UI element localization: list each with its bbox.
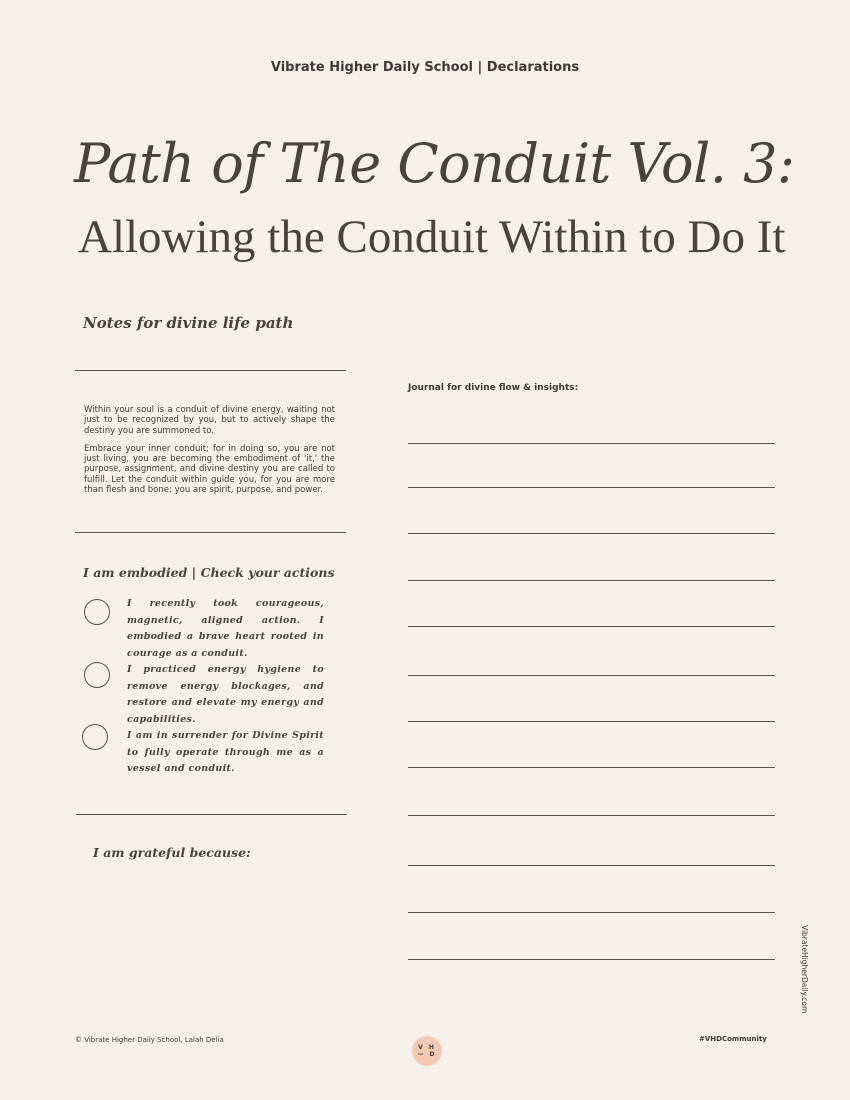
journal-line[interactable] bbox=[408, 767, 775, 768]
grateful-heading: I am grateful because: bbox=[93, 845, 251, 860]
journal-line[interactable] bbox=[408, 865, 775, 866]
logo-text-top: V H bbox=[418, 1044, 436, 1051]
footer-hashtag: #VHDCommunity bbox=[699, 1035, 767, 1043]
divider bbox=[75, 532, 346, 533]
logo-text-bottom: — D bbox=[417, 1051, 437, 1058]
journal-label: Journal for divine flow & insights: bbox=[408, 383, 579, 393]
action-item bbox=[127, 662, 324, 728]
action-checkbox[interactable] bbox=[82, 724, 108, 750]
journal-line[interactable] bbox=[408, 626, 775, 627]
vhd-logo bbox=[412, 1036, 442, 1066]
divider bbox=[75, 370, 346, 371]
journal-line[interactable] bbox=[408, 443, 775, 444]
embodied-heading: I am embodied | Check your actions bbox=[83, 565, 335, 580]
action-item bbox=[127, 596, 324, 662]
divider bbox=[76, 814, 347, 815]
notes-body bbox=[84, 405, 335, 495]
side-url: VibrateHigherDaily.com bbox=[800, 925, 809, 1014]
journal-line[interactable] bbox=[408, 959, 775, 960]
journal-line[interactable] bbox=[408, 721, 775, 722]
journal-line[interactable] bbox=[408, 487, 775, 488]
notes-paragraph: Embrace your inner conduit; for in doing so, you are not just living, you are becoming the embodiment of 'it,' the purpose, assignment, and divine destiny you are called to fulfill. Let the conduit within guide you, for you are more than flesh and bone; you are spirit, purpose, and power. bbox=[84, 443, 335, 496]
action-text: I am in surrender for Divine Spirit to fully operate through me as a vessel and conduit. bbox=[127, 730, 324, 774]
page-subtitle: Allowing the Conduit Within to Do It bbox=[78, 211, 786, 263]
page-title: Path of The Conduit Vol. 3: bbox=[74, 132, 795, 195]
journal-line[interactable] bbox=[408, 533, 775, 534]
action-text: I recently took courageous, magnetic, aligned action. I embodied a brave heart rooted in courage as a conduit. bbox=[127, 598, 324, 659]
journal-line[interactable] bbox=[408, 675, 775, 676]
notes-heading: Notes for divine life path bbox=[83, 314, 294, 332]
header-title: Vibrate Higher Daily School | Declarations bbox=[270, 60, 580, 75]
journal-line[interactable] bbox=[408, 815, 775, 816]
action-checkbox[interactable] bbox=[84, 599, 110, 625]
action-checkbox[interactable] bbox=[84, 662, 110, 688]
footer-copyright: © Vibrate Higher Daily School, Lalah Delia bbox=[75, 1036, 224, 1044]
action-text: I practiced energy hygiene to remove energy blockages, and restore and elevate my energy and capabilities. bbox=[127, 664, 324, 725]
journal-line[interactable] bbox=[408, 912, 775, 913]
action-item bbox=[127, 728, 324, 778]
journal-line[interactable] bbox=[408, 580, 775, 581]
notes-paragraph: Within your soul is a conduit of divine energy, waiting not just to be recognized by you, but to actively shape the destiny you are summoned to. bbox=[84, 405, 335, 436]
